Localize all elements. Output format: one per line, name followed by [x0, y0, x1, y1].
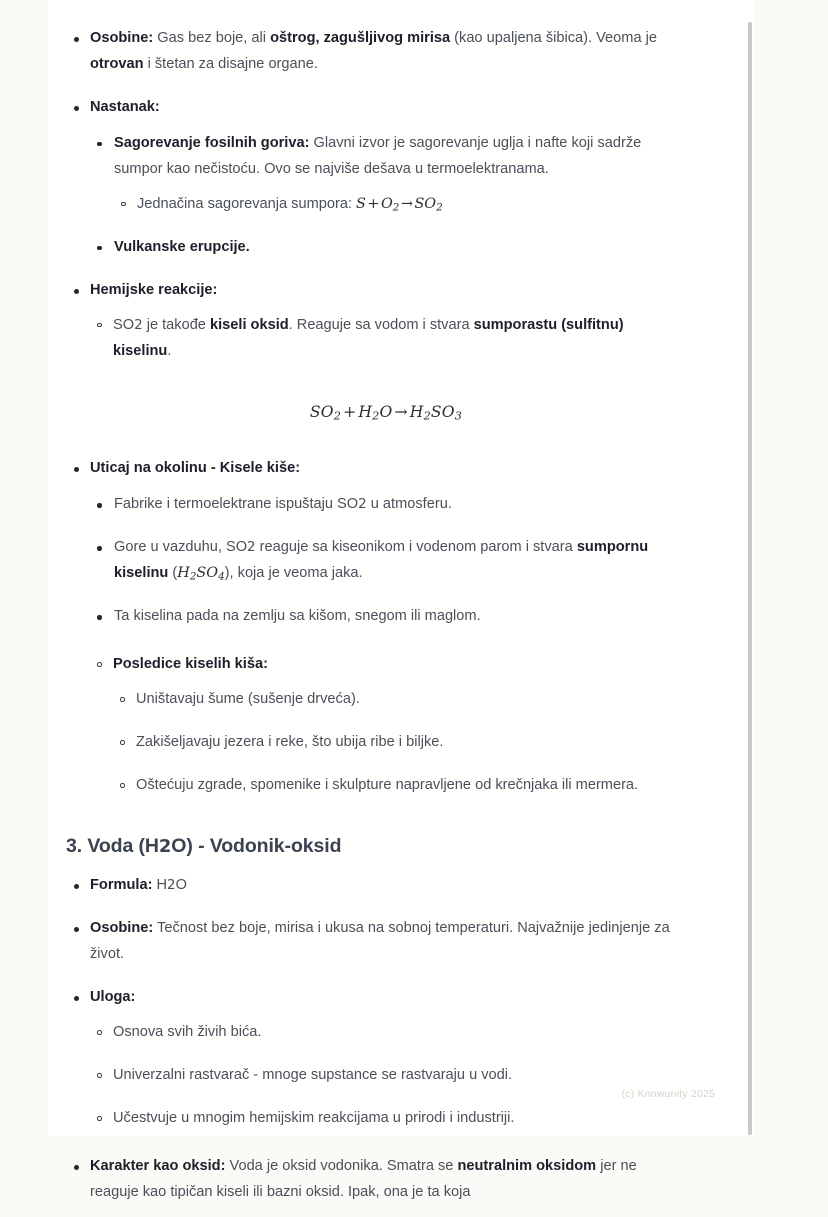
- gore-bold-c: sumpornu kiselinu: [114, 539, 649, 582]
- voda-osobine-lead: Osobine:: [90, 920, 154, 937]
- nastanak-lead: Nastanak:: [90, 98, 160, 115]
- voda-list: [66, 873, 682, 1206]
- uticaj-lead: Uticaj na okolinu - Kisele kiše:: [90, 460, 301, 477]
- osobine-text-e: i štetan za disajne organe.: [143, 55, 318, 72]
- formula-text-a: H: [152, 877, 168, 894]
- fabrike-text-a: Fabrike i termoelektrane ispuštaju SO: [114, 496, 359, 513]
- gore-text-a: Gore u vazduhu, SO: [114, 539, 248, 556]
- sagorevanje-lead: Sagorevanje fosilnih goriva:: [114, 134, 310, 151]
- list-item-osobine: [66, 26, 682, 78]
- list-item-formula: [66, 873, 682, 899]
- kiseli-text-d: . Reaguje sa vodom i stvara: [288, 316, 474, 333]
- osobine-lead: Osobine:: [90, 30, 154, 46]
- list-item-hemijske-reakcije: [66, 278, 682, 427]
- list-item-uloga: [66, 985, 682, 1132]
- uloga-text: Osnova svih živih bića.: [113, 1024, 262, 1041]
- list-item-karakter: [66, 1154, 682, 1206]
- equation-so2-water: $SO_2 + H_2O \to H_2SO_3$: [309, 402, 463, 423]
- karakter-lead: Karakter kao oksid:: [90, 1158, 226, 1175]
- nastanak-sublist: [90, 131, 682, 261]
- heading-prefix: 3. Voda (H: [66, 835, 159, 858]
- list-item-uloga-entry: [90, 1106, 682, 1132]
- kiseli-text-b: je takođe: [142, 316, 210, 333]
- posledica-text: Uništavaju šume (sušenje drveća).: [136, 691, 360, 708]
- sagorevanje-text: Glavni izvor je sagorevanje uglja i nafte koji sadrže sumpor kao nečistoću. Ovo se najviše dešava u termoelektranama.: [114, 134, 642, 177]
- list-item-gore-vazduh: [90, 535, 682, 587]
- uloga-text: Učestvuje u mnogim hemijskim reakcijama u prirodi i industriji.: [113, 1110, 515, 1127]
- osobine-text-c: (kao upaljena šibica). Veoma je: [450, 30, 657, 46]
- equation-sulfur-combustion: $S + O_2 \to SO_2$: [356, 195, 443, 214]
- osobine-bold-b: oštrog, zagušljivog mirisa: [270, 30, 451, 46]
- kiseli-text-a: SO: [113, 316, 135, 333]
- list-item-uloga-entry: [90, 1063, 682, 1089]
- fabrike-text-b: u atmosferu.: [366, 496, 452, 513]
- list-item-uticaj: [66, 456, 682, 799]
- uloga-sublist: [90, 1020, 682, 1132]
- uloga-text: Univerzalni rastvarač - mnoge supstance se rastvaraju u vodi.: [113, 1067, 513, 1084]
- list-item-posledice: [90, 652, 682, 799]
- copyright-watermark: (c) Knowunity 2025: [621, 1088, 715, 1100]
- uticaj-sublist: [90, 492, 682, 630]
- karakter-text-c: jer ne reaguje kao tipičan kiseli ili bazni oksid. Ipak, ona je ta koja: [90, 1158, 637, 1201]
- kiseli-bold-c: kiseli oksid: [209, 316, 289, 333]
- section-heading-voda: [66, 833, 682, 859]
- jednacina-label: Jednačina sagorevanja sumpora:: [137, 195, 357, 212]
- hemijske-lead: Hemijske reakcije:: [90, 281, 218, 298]
- uloga-lead: Uloga:: [90, 989, 136, 1006]
- heading-suffix: O) - Vodonik-oksid: [171, 835, 342, 858]
- list-item-uloga-entry: [90, 1020, 682, 1046]
- list-item-jednacina: [114, 192, 682, 218]
- list-item-posledica: [113, 773, 682, 799]
- gore-text-b: reaguje sa kiseonikom i vodenom parom i stvara: [255, 539, 577, 556]
- list-item-vulkanske: [90, 235, 682, 261]
- list-item-voda-osobine: [66, 916, 682, 968]
- posledice-list: [90, 652, 682, 799]
- posledica-text: Zakišeljavaju jezera i reke, što ubija ribe i biljke.: [136, 734, 444, 751]
- osobine-bold-d: otrovan: [90, 55, 144, 72]
- karakter-bold-b: neutralnim oksidom: [457, 1158, 597, 1175]
- voda-osobine-text: Tečnost bez boje, mirisa i ukusa na sobnoj temperaturi. Najvažnije jedinjenje za život.: [90, 920, 670, 963]
- gore-sub: 2: [247, 540, 256, 556]
- posledica-text: Oštećuju zgrade, spomenike i skulpture napravljene od krečnjaka ili mermera.: [136, 777, 639, 794]
- osobine-text-a: Gas bez boje, ali: [153, 30, 271, 46]
- list-item-posledica: [113, 730, 682, 756]
- list-item-ta-kiselina: [90, 604, 682, 630]
- kiseli-bold-e: sumporastu (sulfitnu) kiselinu: [113, 316, 624, 359]
- list-item-sagorevanje: [90, 131, 682, 218]
- heading-sub: 2: [158, 836, 172, 858]
- karakter-text-a: Voda je oksid vodonika. Smatra se: [225, 1158, 458, 1175]
- jednacina-sublist: [114, 192, 682, 218]
- posledice-lead: Posledice kiselih kiša:: [113, 656, 268, 673]
- formula-sub: 2: [167, 878, 176, 894]
- scrollbar-thumb[interactable]: [748, 22, 752, 1135]
- kiseli-text-f: .: [167, 342, 172, 359]
- gore-text-e: ), koja je veoma jaka.: [224, 565, 363, 582]
- list-item-posledica: [113, 687, 682, 713]
- fabrike-sub: 2: [358, 497, 367, 513]
- kiseli-sub-a: 2: [134, 317, 143, 333]
- gore-text-d: (: [168, 565, 178, 582]
- ta-kiselina-text: Ta kiselina pada na zemlju sa kišom, snegom ili maglom.: [114, 608, 481, 625]
- hemijske-sublist: [90, 313, 682, 365]
- formula-sulfuric-acid: $H_2SO_4$: [177, 565, 225, 583]
- list-item-fabrike: [90, 492, 682, 518]
- formula-text-b: O: [175, 877, 187, 894]
- list-item-nastanak: [66, 95, 682, 261]
- formula-lead: Formula:: [90, 877, 153, 894]
- note-card: [48, 0, 753, 1201]
- vulkanske-text: Vulkanske erupcije.: [114, 238, 250, 255]
- list-item-kiseli-oksid: [90, 313, 682, 365]
- note-content: [48, 0, 696, 1217]
- top-level-list: [66, 26, 682, 799]
- posledice-sublist: [113, 687, 682, 799]
